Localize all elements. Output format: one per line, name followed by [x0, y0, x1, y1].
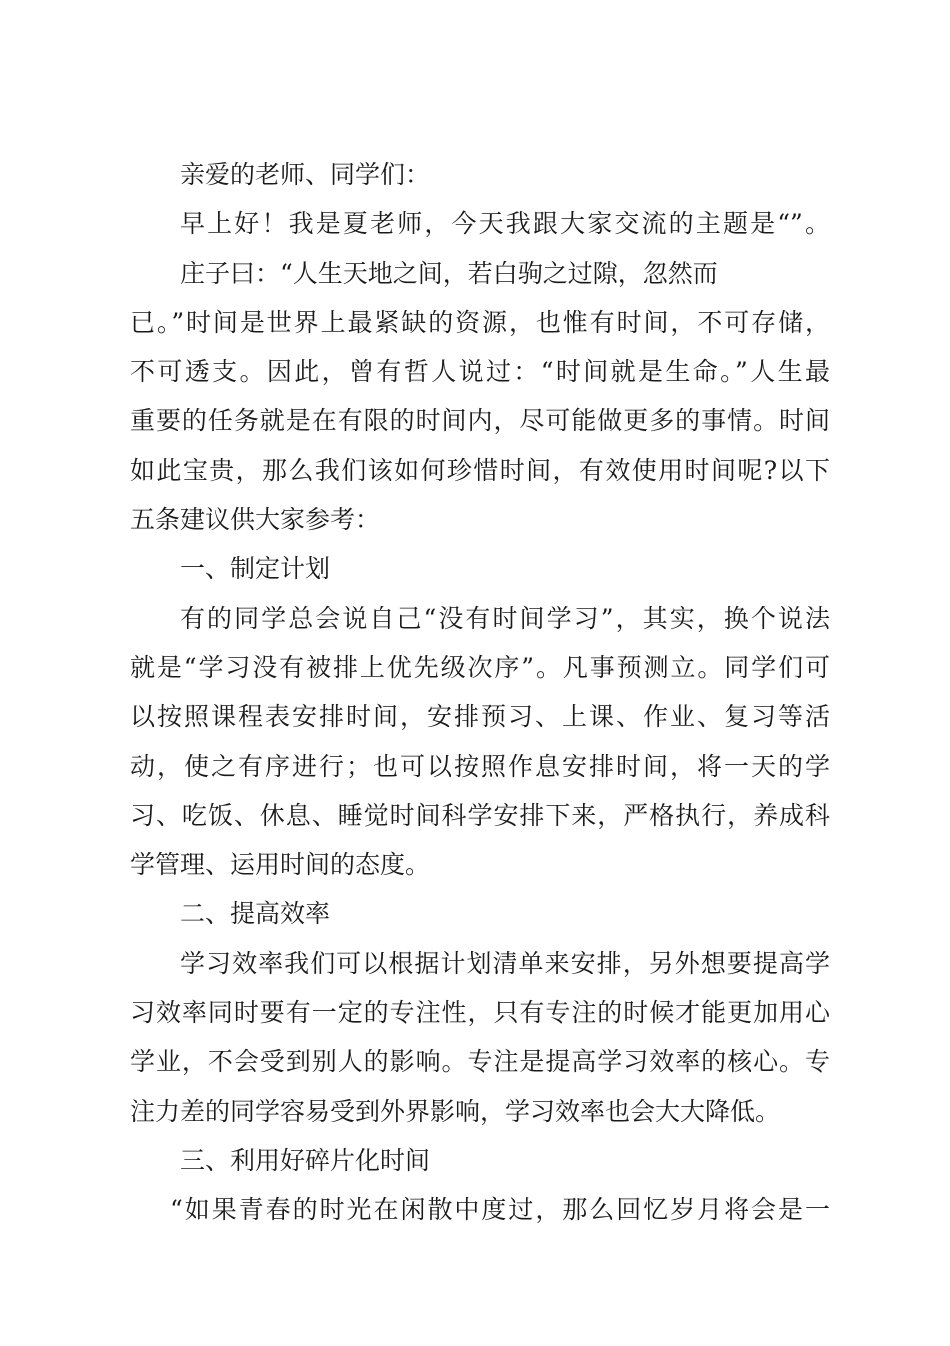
section1-line: 有的同学总会说自己“没有时间学习”，其实，换个说法 [180, 603, 830, 633]
intro-line: 已。”时间是世界上最紧缺的资源，也惟有时间，不可存储， [130, 307, 830, 337]
intro-line: 庄子曰：“人生天地之间，若白驹之过隙，忽然而 [180, 258, 718, 288]
section1-line: 学管理、运用时间的态度。 [130, 850, 431, 880]
section1-line: 动，使之有序进行；也可以按照作息安排时间，将一天的学 [130, 751, 830, 781]
section3-line: “如果青春的时光在闲散中度过，那么回忆岁月将会是一 [170, 1195, 830, 1225]
intro-line: 不可透支。因此，曾有哲人说过：“时间就是生命。”人生最 [130, 357, 830, 387]
section1-line: 以按照课程表安排时间，安排预习、上课、作业、复习等活 [130, 702, 830, 732]
opening-line: 早上好！我是夏老师，今天我跟大家交流的主题是“”。 [180, 209, 830, 239]
section1-line: 习、吃饭、休息、睡觉时间科学安排下来，严格执行，养成科 [130, 800, 830, 830]
section2-line: 习效率同时要有一定的专注性，只有专注的时候才能更加用心 [130, 998, 830, 1028]
intro-line: 重要的任务就是在有限的时间内，尽可能做更多的事情。时间 [130, 406, 830, 436]
greeting: 亲爱的老师、同学们： [180, 160, 431, 189]
section-heading-plan: 一、制定计划 [180, 554, 331, 584]
section2-line: 注力差的同学容易受到外界影响，学习效率也会大大降低。 [130, 1096, 781, 1126]
section2-line: 学习效率我们可以根据计划清单来安排，另外想要提高学 [180, 948, 830, 978]
intro-line: 五条建议供大家参考： [130, 505, 381, 535]
section2-line: 学业，不会受到别人的影响。专注是提高学习效率的核心。专 [130, 1047, 830, 1077]
section-heading-efficiency: 二、提高效率 [180, 899, 331, 929]
intro-line: 如此宝贵，那么我们该如何珍惜时间，有效使用时间呢?以下 [130, 455, 830, 485]
document-page [130, 150, 830, 1235]
section-heading-fragment-time: 三、利用好碎片化时间 [180, 1145, 431, 1175]
section1-line: 就是“学习没有被排上优先级次序”。凡事预测立。同学们可 [130, 652, 830, 682]
